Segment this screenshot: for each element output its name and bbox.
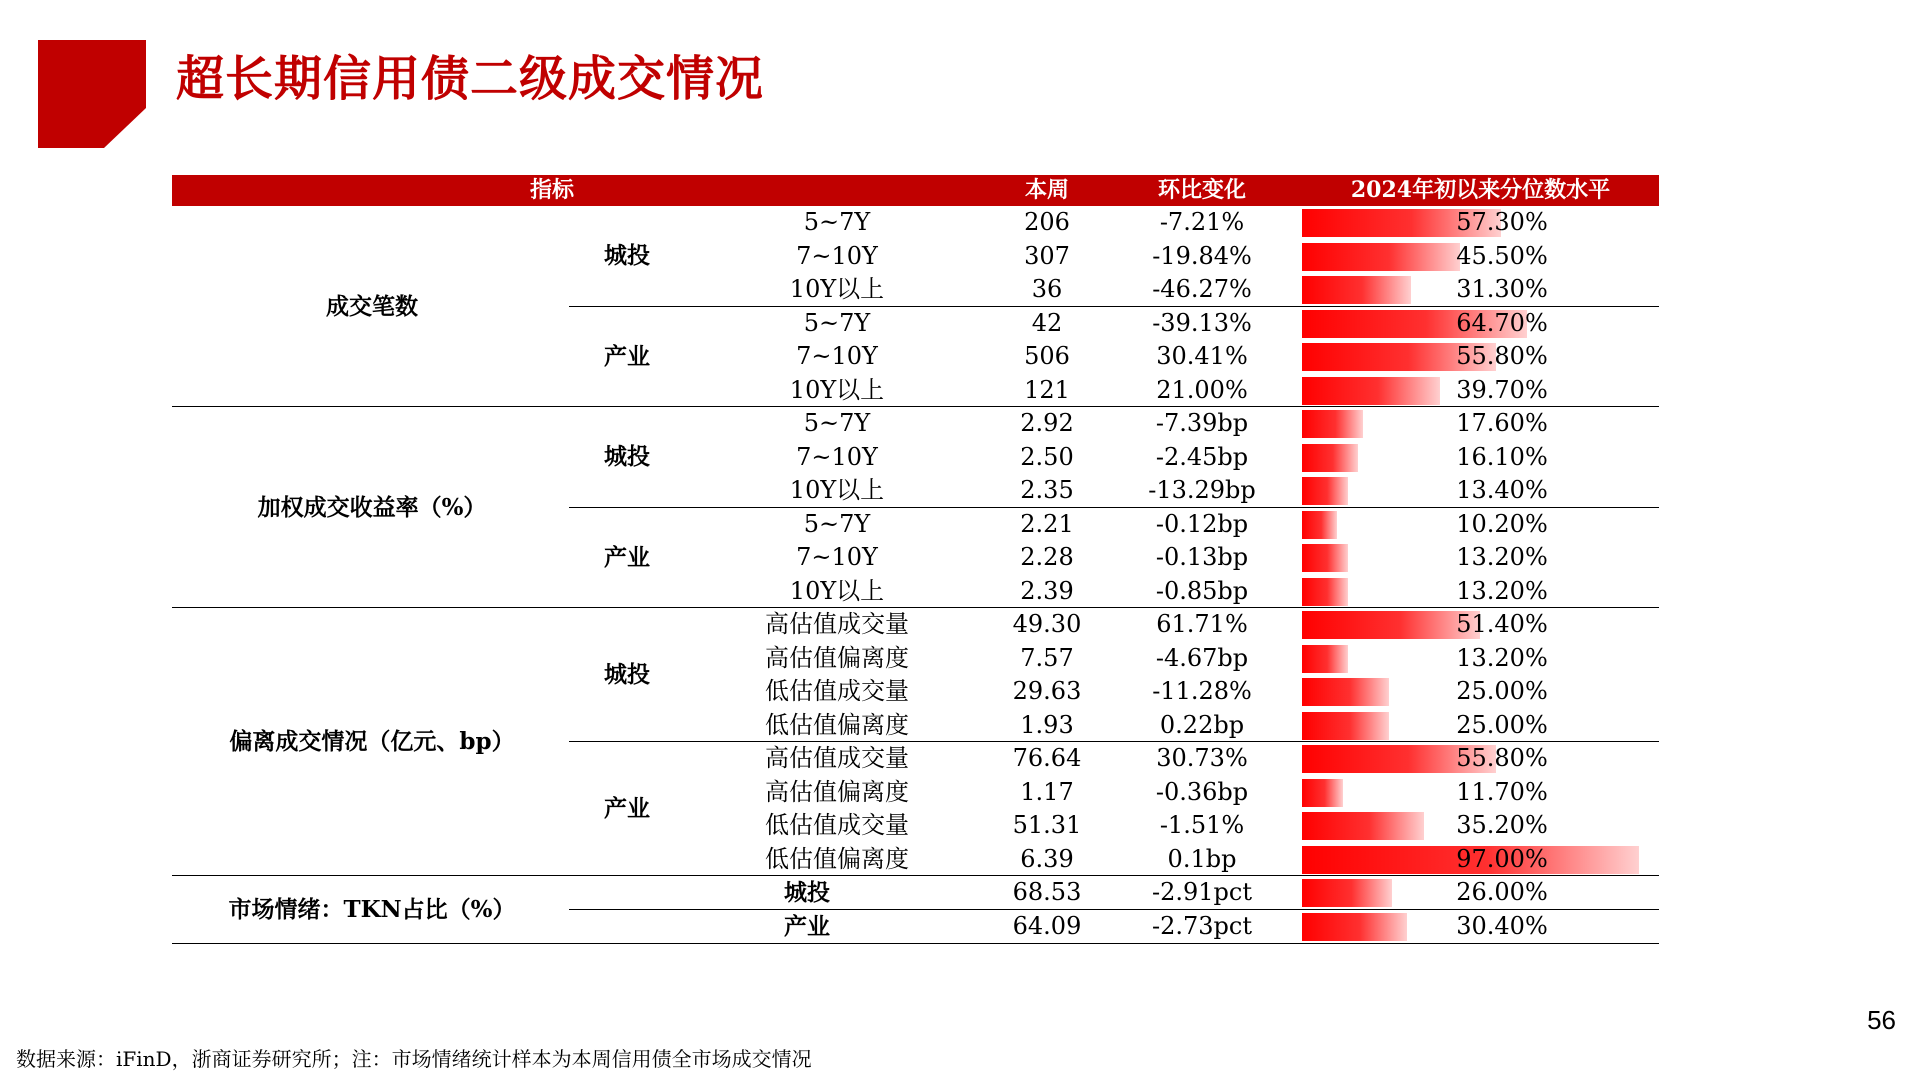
row-change-value: -0.12bp — [1155, 509, 1249, 538]
row-week-value: 206 — [1024, 208, 1070, 236]
percentile-bar — [1302, 377, 1440, 405]
row-item-label: 低估值成交量 — [765, 811, 909, 839]
row-week-value: 6.39 — [1020, 844, 1074, 873]
row-change-value: 30.41% — [1156, 342, 1248, 370]
percentile-bar — [1302, 645, 1348, 673]
subgroup-label: 城投 — [604, 443, 650, 470]
row-item-label: 低估值成交量 — [765, 677, 909, 705]
row-week-value: 2.50 — [1020, 442, 1074, 471]
row-change-value: 30.73% — [1156, 744, 1248, 772]
percentile-value: 13.20% — [1456, 643, 1548, 672]
percentile-bar — [1302, 879, 1392, 907]
percentile-value: 97.00% — [1456, 844, 1548, 873]
percentile-value: 26.00% — [1456, 878, 1548, 906]
percentile-bar — [1302, 276, 1411, 304]
row-change-value: 0.22bp — [1159, 710, 1245, 739]
row-change-value: -1.51% — [1159, 811, 1245, 839]
percentile-value: 30.40% — [1456, 911, 1548, 940]
row-item-label: 10Y以上 — [789, 476, 885, 504]
row-item-label: 5~7Y — [803, 308, 871, 337]
row-item-label: 城投 — [784, 879, 830, 906]
row-week-value: 2.92 — [1020, 409, 1074, 437]
row-change-value: -0.36bp — [1155, 777, 1249, 806]
row-item-label: 10Y以上 — [789, 375, 885, 404]
percentile-value: 55.80% — [1456, 342, 1548, 370]
row-item-label: 高估值偏离度 — [765, 643, 909, 672]
percentile-bar — [1302, 712, 1389, 740]
data-table — [172, 175, 1659, 946]
row-change-value: 61.71% — [1156, 610, 1248, 638]
row-change-value: -7.39bp — [1155, 409, 1249, 437]
row-change-value: -46.27% — [1152, 275, 1252, 303]
subgroup-label: 城投 — [604, 242, 650, 269]
percentile-value: 10.20% — [1456, 509, 1548, 538]
percentile-value: 25.00% — [1456, 710, 1548, 739]
percentile-value: 45.50% — [1456, 241, 1548, 270]
percentile-value: 16.10% — [1456, 442, 1548, 471]
row-week-value: 68.53 — [1012, 878, 1082, 906]
row-item-label: 10Y以上 — [789, 275, 885, 303]
row-item-label: 7~10Y — [796, 543, 878, 571]
row-change-value: -19.84% — [1152, 241, 1252, 270]
percentile-value: 17.60% — [1456, 409, 1548, 437]
subgroup-label: 产业 — [604, 543, 650, 571]
percentile-value: 13.40% — [1456, 476, 1548, 504]
row-week-value: 51.31 — [1012, 811, 1082, 839]
percentile-value: 13.20% — [1456, 543, 1548, 571]
row-week-value: 7.57 — [1020, 643, 1074, 672]
group-label: 加权成交收益率（%） — [257, 494, 487, 521]
row-week-value: 1.93 — [1020, 710, 1074, 739]
row-change-value: -13.29bp — [1148, 476, 1256, 504]
row-item-label: 高估值成交量 — [765, 610, 909, 638]
header-indicator: 指标 — [529, 177, 574, 203]
row-week-value: 506 — [1024, 342, 1070, 370]
percentile-bar — [1302, 444, 1358, 472]
percentile-bar — [1302, 578, 1348, 606]
percentile-value: 31.30% — [1456, 275, 1548, 303]
percentile-bar — [1302, 913, 1407, 941]
row-week-value: 2.21 — [1020, 509, 1074, 538]
percentile-bar — [1302, 410, 1363, 438]
row-item-label: 10Y以上 — [789, 576, 885, 605]
percentile-bar — [1302, 243, 1460, 271]
row-item-label: 7~10Y — [796, 342, 878, 370]
row-change-value: -39.13% — [1152, 308, 1252, 337]
subgroup-label: 城投 — [604, 661, 650, 688]
percentile-value: 39.70% — [1456, 375, 1548, 404]
percentile-value: 35.20% — [1456, 811, 1548, 839]
footnote: 数据来源：iFinD，浙商证券研究所；注：市场情绪统计样本为本周信用债全市场成交情况 — [16, 1047, 812, 1071]
percentile-value: 55.80% — [1456, 744, 1548, 772]
percentile-bar — [1302, 812, 1424, 840]
percentile-bar — [1302, 779, 1343, 807]
row-week-value: 49.30 — [1012, 610, 1082, 638]
group-label: 偏离成交情况（亿元、bp） — [229, 728, 515, 755]
row-item-label: 5~7Y — [803, 409, 871, 437]
subgroup-label: 产业 — [604, 342, 650, 370]
group-label: 成交笔数 — [326, 293, 418, 320]
row-change-value: -2.45bp — [1155, 442, 1249, 471]
percentile-bar — [1302, 678, 1389, 706]
row-item-label: 高估值成交量 — [765, 744, 909, 772]
header-wow-change: 环比变化 — [1157, 177, 1246, 203]
percentile-value: 57.30% — [1456, 208, 1548, 236]
row-change-value: -2.91pct — [1152, 878, 1252, 906]
table-header — [172, 175, 1659, 206]
row-item-label: 7~10Y — [796, 241, 878, 270]
subgroup-divider — [569, 507, 1659, 508]
row-change-value: 0.1bp — [1167, 844, 1237, 873]
percentile-bar — [1302, 511, 1337, 539]
row-item-label: 高估值偏离度 — [765, 777, 909, 806]
row-week-value: 121 — [1024, 375, 1070, 404]
percentile-bar — [1302, 477, 1348, 505]
page-number: 56 — [1867, 1005, 1896, 1035]
row-week-value: 2.35 — [1020, 476, 1074, 504]
row-week-value: 2.28 — [1020, 543, 1074, 571]
header-this-week: 本周 — [1024, 177, 1069, 203]
subgroup-divider — [569, 741, 1659, 742]
row-week-value: 1.17 — [1020, 777, 1074, 806]
page-title: 超长期信用债二级成交情况 — [176, 51, 765, 107]
row-week-value: 42 — [1031, 308, 1063, 337]
percentile-value: 25.00% — [1456, 677, 1548, 705]
subgroup-divider — [569, 306, 1659, 307]
row-week-value: 307 — [1024, 241, 1070, 270]
percentile-value: 64.70% — [1456, 308, 1548, 337]
row-item-label: 5~7Y — [803, 208, 871, 236]
row-week-value: 36 — [1031, 275, 1063, 303]
title-corner-icon — [0, 0, 150, 150]
row-change-value: -2.73pct — [1152, 911, 1252, 940]
row-week-value: 76.64 — [1012, 744, 1082, 772]
row-change-value: -4.67bp — [1155, 643, 1249, 672]
subgroup-label: 产业 — [604, 795, 650, 822]
row-item-label: 7~10Y — [796, 442, 878, 471]
row-item-label: 5~7Y — [803, 509, 871, 538]
row-item-label: 低估值偏离度 — [765, 710, 909, 739]
row-change-value: 21.00% — [1156, 375, 1248, 404]
percentile-value: 11.70% — [1456, 777, 1548, 806]
row-item-label: 低估值偏离度 — [765, 844, 909, 873]
row-change-value: -0.13bp — [1155, 543, 1249, 571]
row-week-value: 2.39 — [1020, 576, 1074, 605]
header-percentile: 2024年初以来分位数水平 — [1350, 177, 1611, 203]
group-label: 市场情绪：TKN占比（%） — [228, 896, 516, 923]
percentile-bar — [1302, 544, 1348, 572]
percentile-value: 13.20% — [1456, 576, 1548, 605]
table-bottom-border — [172, 943, 1659, 944]
row-item-label: 产业 — [784, 912, 830, 940]
percentile-value: 51.40% — [1456, 610, 1548, 638]
row-change-value: -11.28% — [1152, 677, 1252, 705]
row-week-value: 64.09 — [1012, 911, 1082, 940]
row-change-value: -7.21% — [1159, 208, 1245, 236]
row-change-value: -0.85bp — [1155, 576, 1249, 605]
row-week-value: 29.63 — [1012, 677, 1082, 705]
subgroup-divider — [569, 909, 1659, 910]
